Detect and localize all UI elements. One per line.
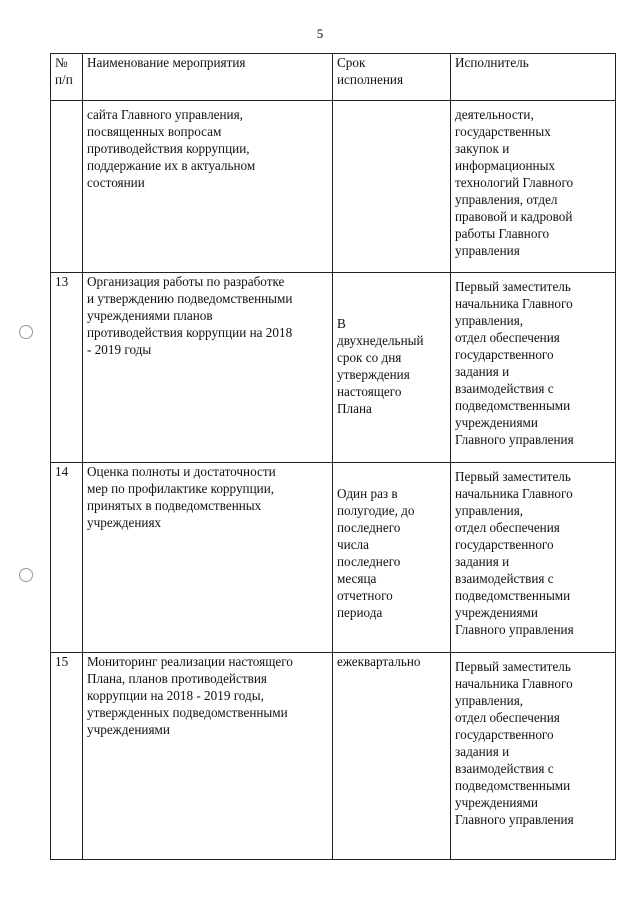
- row-number: 15: [51, 653, 83, 860]
- header-deadline: Срок исполнения: [333, 54, 451, 101]
- cell-text-line: отчетного: [337, 588, 393, 603]
- row-deadline: [333, 463, 451, 653]
- cell-text-line: отдел обеспечения: [455, 330, 560, 345]
- cell-text-line: учреждениях: [87, 515, 162, 530]
- row-number: [51, 101, 83, 273]
- cell-text-line: государственных: [455, 124, 551, 139]
- cell-text-line: месяца: [337, 571, 377, 586]
- cell-text-line: задания и: [455, 744, 510, 759]
- row-deadline: [333, 101, 451, 273]
- cell-text-line: состоянии: [87, 175, 145, 190]
- cell-text-line: Оценка полноты и достаточности: [87, 464, 276, 479]
- row-executor: [451, 101, 616, 273]
- cell-text-line: подведомственными: [455, 778, 571, 793]
- cell-text-line: учреждениями: [455, 795, 538, 810]
- cell-text-line: задания и: [455, 554, 510, 569]
- cell-text-line: - 2019 годы: [87, 342, 152, 357]
- cell-text-line: числа: [337, 537, 369, 552]
- cell-text-line: Главного управления: [455, 812, 574, 827]
- measures-table: [50, 53, 616, 860]
- cell-text-line: принятых в подведомственных: [87, 498, 262, 513]
- cell-text-line: подведомственными: [455, 398, 571, 413]
- cell-text-line: периода: [337, 605, 383, 620]
- cell-text-line: взаимодействия с: [455, 571, 554, 586]
- table-header-row: [51, 54, 616, 101]
- cell-text-line: государственного: [455, 347, 554, 362]
- cell-text-line: взаимодействия с: [455, 761, 554, 776]
- cell-text-line: сайта Главного управления,: [87, 107, 243, 122]
- cell-text-line: Главного управления: [455, 622, 574, 637]
- cell-text-line: поддержание их в актуальном: [87, 158, 256, 173]
- cell-text-line: мер по профилактике коррупции,: [87, 481, 275, 496]
- page-number: 5: [316, 26, 324, 41]
- header-name: Наименование мероприятия: [83, 54, 333, 101]
- row-deadline: [333, 653, 451, 860]
- cell-text-line: ежеквартально: [337, 654, 421, 669]
- cell-text-line: Первый заместитель: [455, 659, 571, 674]
- cell-text-line: Плана: [337, 401, 372, 416]
- cell-text-line: управления,: [455, 693, 524, 708]
- row-executor: [451, 273, 616, 463]
- cell-text-line: срок со дня: [337, 350, 402, 365]
- cell-text-line: закупок и: [455, 141, 510, 156]
- table-row: [51, 653, 616, 860]
- cell-text-line: полугодие, до: [337, 503, 415, 518]
- cell-text-line: учреждениями: [87, 722, 170, 737]
- cell-text-line: Плана, планов противодействия: [87, 671, 267, 686]
- cell-text-line: учреждениями планов: [87, 308, 213, 323]
- cell-text-line: двухнедельный: [337, 333, 424, 348]
- cell-text-line: государственного: [455, 727, 554, 742]
- row-name: [83, 653, 333, 860]
- cell-text-line: последнего: [337, 520, 401, 535]
- cell-text-line: утверждения: [337, 367, 410, 382]
- cell-text-line: взаимодействия с: [455, 381, 554, 396]
- cell-text-line: Первый заместитель: [455, 279, 571, 294]
- row-number: 13: [51, 273, 83, 463]
- cell-text-line: последнего: [337, 554, 401, 569]
- cell-text-line: технологий Главного: [455, 175, 574, 190]
- cell-text-line: противодействия коррупции на 2018: [87, 325, 293, 340]
- cell-text-line: управления: [455, 243, 520, 258]
- row-name: [83, 101, 333, 273]
- cell-text-line: управления,: [455, 313, 524, 328]
- cell-text-line: начальника Главного: [455, 486, 573, 501]
- header-number: № п/п: [51, 54, 83, 101]
- cell-text-line: Главного управления: [455, 432, 574, 447]
- cell-text-line: утвержденных подведомственными: [87, 705, 288, 720]
- cell-text-line: государственного: [455, 537, 554, 552]
- cell-text-line: В: [337, 316, 346, 331]
- cell-text-line: подведомственными: [455, 588, 571, 603]
- cell-text-line: отдел обеспечения: [455, 710, 560, 725]
- cell-text-line: управления, отдел: [455, 192, 558, 207]
- table-row: [51, 273, 616, 463]
- cell-text-line: работы Главного: [455, 226, 550, 241]
- header-executor: Исполнитель: [451, 54, 616, 101]
- cell-text-line: информационных: [455, 158, 556, 173]
- punch-hole: [19, 325, 33, 339]
- cell-text-line: и утверждению подведомственными: [87, 291, 293, 306]
- cell-text-line: посвященных вопросам: [87, 124, 222, 139]
- cell-text-line: начальника Главного: [455, 296, 573, 311]
- row-executor: [451, 463, 616, 653]
- cell-text-line: отдел обеспечения: [455, 520, 560, 535]
- row-name: [83, 463, 333, 653]
- punch-hole: [19, 568, 33, 582]
- table-row: [51, 463, 616, 653]
- cell-text-line: Один раз в: [337, 486, 398, 501]
- cell-text-line: коррупции на 2018 - 2019 годы,: [87, 688, 264, 703]
- cell-text-line: управления,: [455, 503, 524, 518]
- cell-text-line: настоящего: [337, 384, 402, 399]
- cell-text-line: Мониторинг реализации настоящего: [87, 654, 293, 669]
- cell-text-line: Первый заместитель: [455, 469, 571, 484]
- row-name: [83, 273, 333, 463]
- row-number: 14: [51, 463, 83, 653]
- cell-text-line: Организация работы по разработке: [87, 274, 285, 289]
- row-executor: [451, 653, 616, 860]
- row-deadline: [333, 273, 451, 463]
- cell-text-line: правовой и кадровой: [455, 209, 573, 224]
- cell-text-line: деятельности,: [455, 107, 534, 122]
- cell-text-line: начальника Главного: [455, 676, 573, 691]
- cell-text-line: противодействия коррупции,: [87, 141, 250, 156]
- table-row: [51, 101, 616, 273]
- cell-text-line: задания и: [455, 364, 510, 379]
- cell-text-line: учреждениями: [455, 605, 538, 620]
- cell-text-line: учреждениями: [455, 415, 538, 430]
